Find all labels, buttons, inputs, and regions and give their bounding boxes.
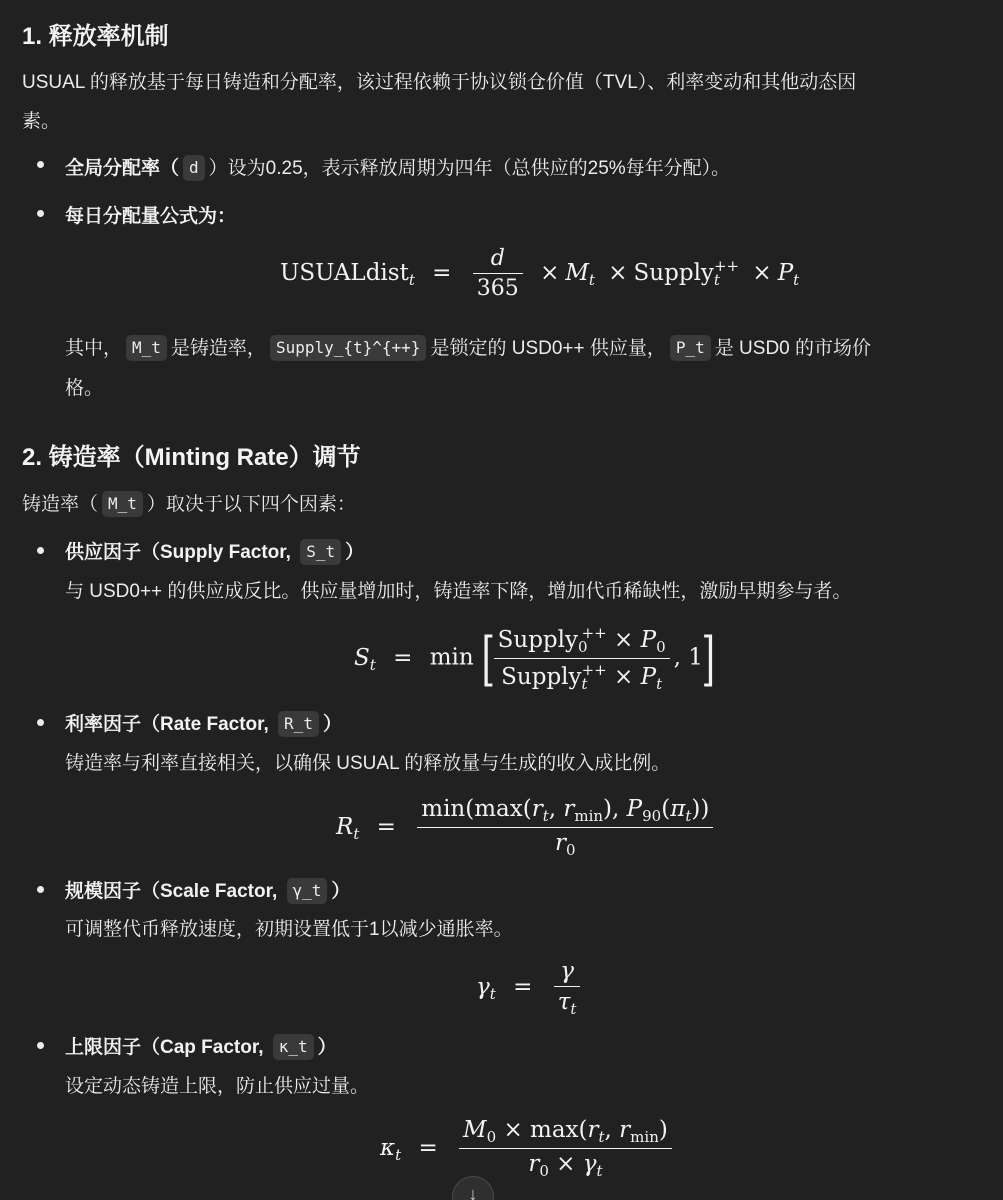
where-text-line1 xyxy=(65,333,871,361)
formula-supply-factor: $S_t = \min$ [ $\frac{Supply_0^{++} \times P_0}{Supply_t^{++} \times P_t}$ , 1] xyxy=(354,624,716,693)
bullet-dot xyxy=(37,1042,44,1049)
formula-usual-dist: USUALdist$_t$ = $\frac{d}{365}$ × $M_t$ × Supply$_t$++ × $P_t$ xyxy=(280,246,800,301)
arrow-down-icon: ↓ xyxy=(468,1184,478,1200)
scale-factor-title xyxy=(65,876,350,904)
bullet-dot xyxy=(37,886,44,893)
bullet-text: ）设为0.25，表示释放周期为四年（总供应的25%每年分配）。 xyxy=(208,158,731,179)
where-post: 是 USD0 的市场价 xyxy=(714,338,872,359)
formula-cap-factor: $\kappa_t$ = $\frac{M_0 \times \max(r_t, r_{min})}{r_0 \times \gamma_t}$ xyxy=(380,1117,676,1180)
inline-code-d: d xyxy=(183,155,205,181)
where-mid2: 是锁定的 USD0++ 供应量， xyxy=(430,338,666,359)
bullet-dot xyxy=(37,161,44,168)
formula-scale-factor: $\gamma_t$ = $\frac{\gamma}{\tau_t}$ xyxy=(476,958,584,1018)
where-prefix: 其中， xyxy=(65,338,123,359)
scale-title-text: 规模因子（Scale Factor, xyxy=(65,881,283,902)
inline-code-m-t: M_t xyxy=(126,335,167,361)
section-heading-minting-rate: 2. 铸造率（Minting Rate）调节 xyxy=(22,444,361,471)
cap-title-close: ） xyxy=(317,1037,337,1058)
bullet-dot xyxy=(37,210,44,217)
supply-factor-title xyxy=(65,537,364,565)
bullet-label: 全局分配率（ xyxy=(65,158,180,179)
cap-factor-desc: 设定动态铸造上限，防止供应过量。 xyxy=(65,1076,370,1097)
minting-intro-pre: 铸造率（ xyxy=(22,494,99,515)
inline-code-p-t: P_t xyxy=(670,335,711,361)
bullet-dot xyxy=(37,719,44,726)
cap-factor-title xyxy=(65,1032,337,1060)
formula-rate-factor: $R_t$ = $\frac{\min(\max(r_t, r_{min}), P_{90}(\pi_t))}{r_0}$ xyxy=(336,796,717,859)
intro-text-line2: 素。 xyxy=(22,111,61,132)
inline-code-m-t: M_t xyxy=(102,491,143,517)
rate-title-text: 利率因子（Rate Factor, xyxy=(65,714,275,735)
rate-factor-title xyxy=(65,709,342,737)
minting-intro-post: ）取决于以下四个因素： xyxy=(146,494,356,515)
rate-factor-desc: 铸造率与利率直接相关，以确保 USUAL 的释放量与生成的收入成比例。 xyxy=(65,753,671,774)
where-mid1: 是铸造率， xyxy=(170,338,266,359)
inline-code-r-t: R_t xyxy=(278,711,319,737)
cap-title-text: 上限因子（Cap Factor, xyxy=(65,1037,269,1058)
inline-code-gamma-t: γ_t xyxy=(287,878,328,904)
supply-title-close: ） xyxy=(345,542,365,563)
bullet-global-distribution-rate xyxy=(65,153,730,181)
bullet-dot xyxy=(37,547,44,554)
inline-code-supply: Supply_{t}^{++} xyxy=(270,335,427,361)
inline-code-kappa-t: κ_t xyxy=(273,1034,314,1060)
section-heading-release-mechanism: 1. 释放率机制 xyxy=(22,23,169,50)
inline-code-s-t: S_t xyxy=(300,539,341,565)
intro-text-line1: USUAL 的释放基于每日铸造和分配率，该过程依赖于协议锁仓价值（TVL）、利率变动和其他动态因 xyxy=(22,72,857,93)
bullet-daily-distribution-label: 每日分配量公式为： xyxy=(65,206,237,227)
minting-intro xyxy=(22,489,356,517)
supply-factor-desc: 与 USD0++ 的供应成反比。供应量增加时，铸造率下降，增加代币稀缺性，激励早期参与者。 xyxy=(65,581,852,602)
scale-title-close: ） xyxy=(331,881,351,902)
rate-title-close: ） xyxy=(322,714,342,735)
supply-title-text: 供应因子（Supply Factor, xyxy=(65,542,297,563)
scale-factor-desc: 可调整代币释放速度，初期设置低于1以减少通胀率。 xyxy=(65,919,513,940)
where-text-line2: 格。 xyxy=(65,378,104,399)
